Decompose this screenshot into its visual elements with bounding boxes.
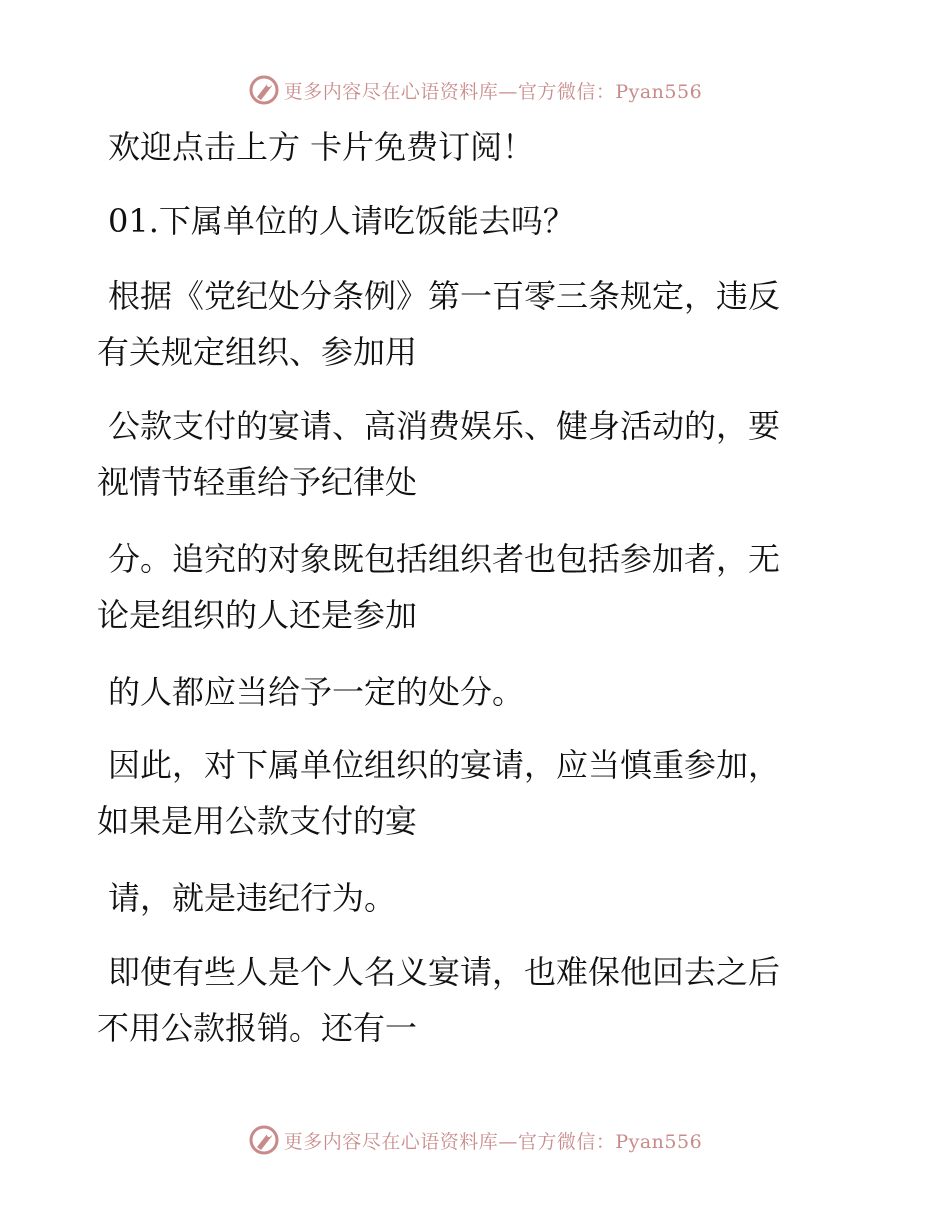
footer-watermark [0,1120,950,1160]
pen-nib-logo-icon [248,74,280,106]
paragraph-line: 请，就是违纪行为。 [108,879,397,917]
paragraph-line: 欢迎点击上方 卡片免费订阅！ [108,128,535,166]
paragraph [97,664,857,720]
paragraph-line: 的人都应当给予一定的处分。 [108,673,525,711]
paragraph-welcome [97,119,857,175]
section-heading-01 [97,193,857,249]
paragraph [97,737,857,849]
watermark-label: 官方微信： [517,80,616,103]
paragraph [97,531,857,643]
paragraph [97,398,857,510]
paragraph-line: 根据《党纪处分条例》第一百零三条规定，违反 [108,277,781,315]
watermark-id: Pyan556 [615,80,703,103]
watermark-separator: — [498,1130,518,1153]
paragraph-line: 视情节轻重给予纪律处 [97,463,418,501]
watermark-brand: 更多内容尽在心语资料库 [283,80,499,103]
watermark-separator: — [498,80,518,103]
paragraph-line: 论是组织的人还是参加 [97,596,418,634]
paragraph-line: 有关规定组织、参加用 [97,333,418,371]
pen-nib-logo-icon [248,1124,280,1156]
paragraph [97,268,857,380]
paragraph-line: 因此，对下属单位组织的宴请，应当慎重参加， [108,746,781,784]
header-watermark [0,70,950,110]
paragraph [97,944,857,1056]
paragraph-line: 即使有些人是个人名义宴请，也难保他回去之后 [108,953,781,991]
paragraph-line: 分。追究的对象既包括组织者也包括参加者，无 [108,540,781,578]
paragraph-line: 如果是用公款支付的宴 [97,802,418,840]
paragraph [97,870,857,926]
paragraph-line: 01.下属单位的人请吃饭能去吗？ [108,202,575,240]
paragraph-line: 公款支付的宴请、高消费娱乐、健身活动的，要 [108,407,781,445]
watermark-label: 官方微信： [517,1130,616,1153]
watermark-id: Pyan556 [615,1130,703,1153]
paragraph-line: 不用公款报销。还有一 [97,1009,418,1047]
watermark-brand: 更多内容尽在心语资料库 [283,1130,499,1153]
